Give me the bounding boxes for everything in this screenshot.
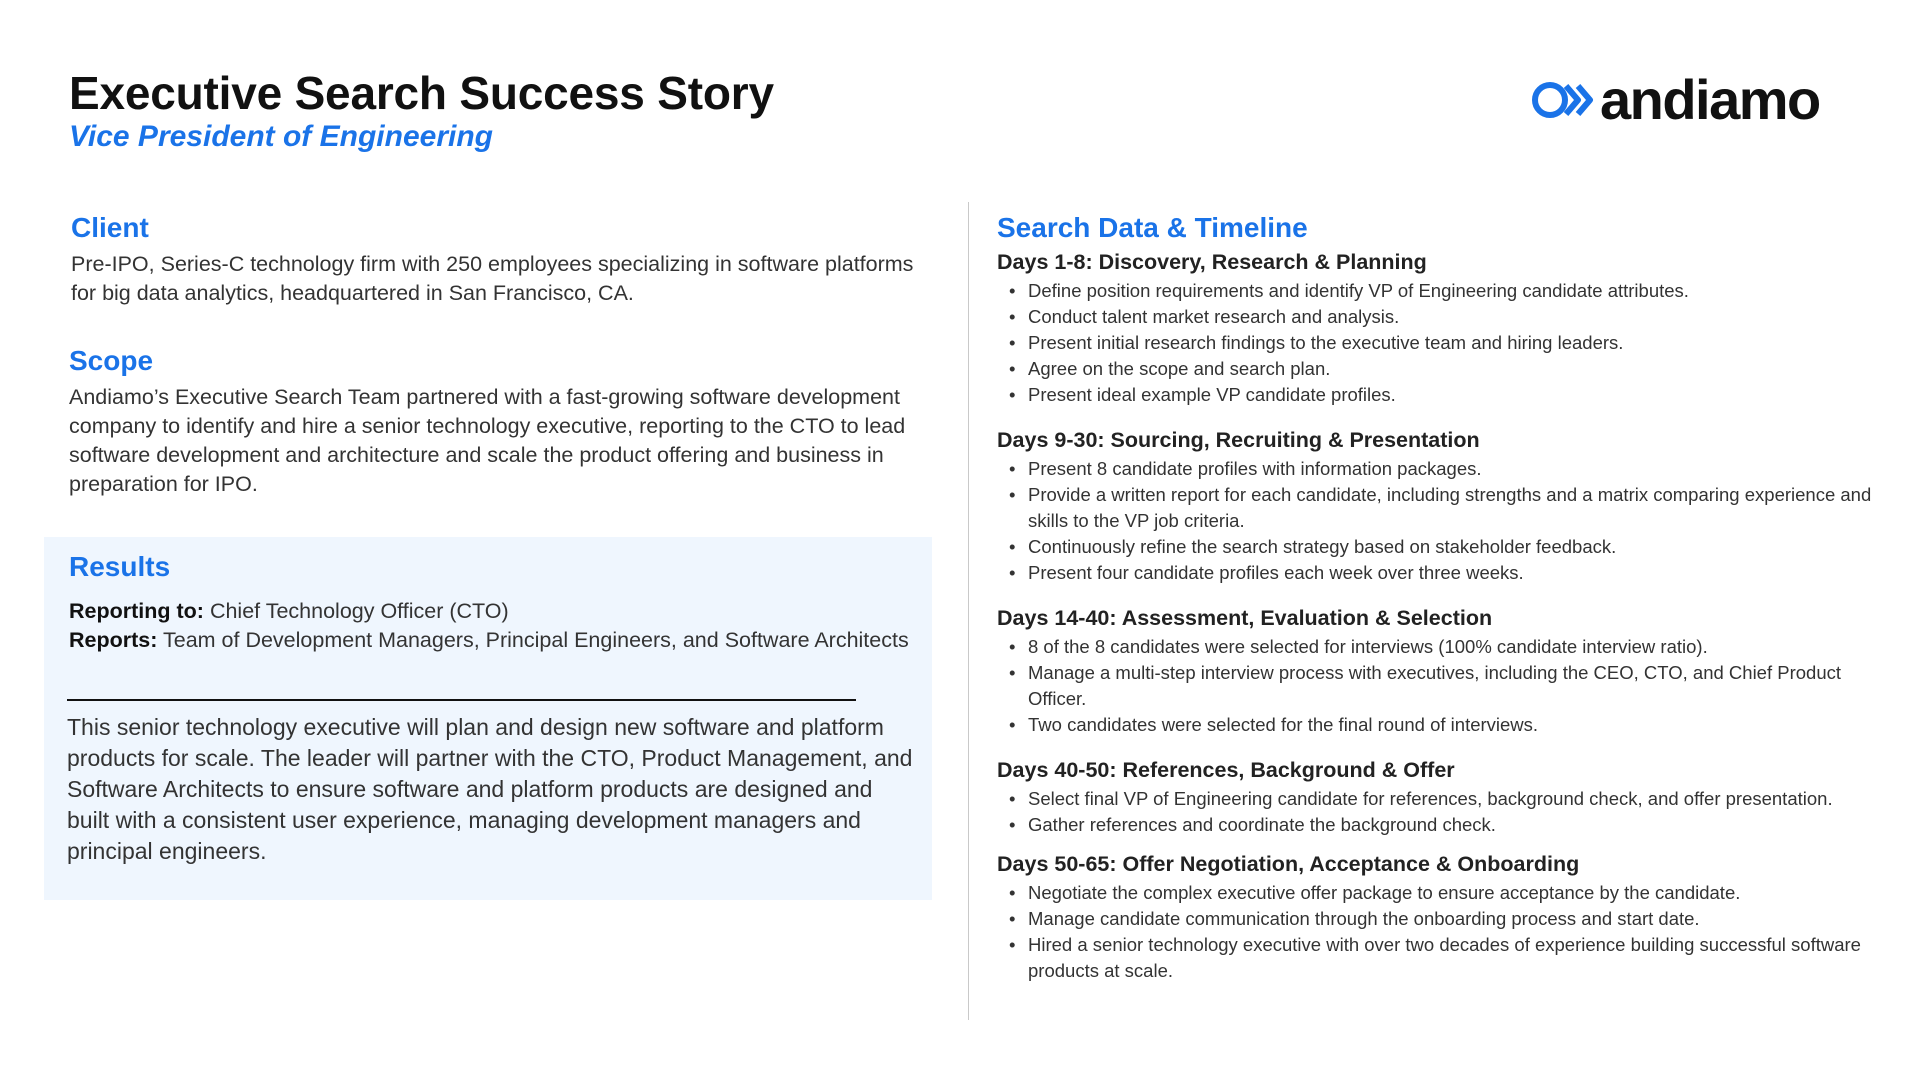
list-item: • Present ideal example VP candidate profiles. <box>997 382 1877 408</box>
timeline-section <box>997 212 1877 984</box>
reports-label: Reports: <box>69 628 158 652</box>
list-item: • Continuously refine the search strategy based on stakeholder feedback. <box>997 534 1877 560</box>
list-item: • Agree on the scope and search plan. <box>997 356 1877 382</box>
scope-text: Andiamo’s Executive Search Team partnered with a fast-growing software development company to identify and hire a senior technology executive, reporting to the CTO to lead software development and architecture and scale the product offering and business in preparation for IPO. <box>69 385 906 496</box>
results-heading: Results <box>69 551 171 582</box>
column-divider <box>968 202 969 1020</box>
client-heading: Client <box>71 212 149 243</box>
timeline-phase <box>997 248 1877 408</box>
timeline-phase <box>997 850 1877 984</box>
list-item: • Present four candidate profiles each week over three weeks. <box>997 560 1877 586</box>
scope-section <box>69 345 949 499</box>
list-item: • Negotiate the complex executive offer package to ensure acceptance by the candidate. <box>997 880 1877 906</box>
logo-text: andiamo <box>1600 68 1820 131</box>
phase-title: Days 50-65: Offer Negotiation, Acceptance & Onboarding <box>997 852 1580 876</box>
timeline-phase <box>997 426 1877 586</box>
list-item: • 8 of the 8 candidates were selected for interviews (100% candidate interview ratio). <box>997 634 1877 660</box>
results-section <box>44 537 932 900</box>
list-item: • Manage a multi-step interview process with executives, including the CEO, CTO, and Chief Product Officer. <box>997 660 1877 712</box>
list-item: • Provide a written report for each candidate, including strengths and a matrix comparing experience and skills to the VP job criteria. <box>997 482 1877 534</box>
reporting-to-label: Reporting to: <box>69 599 204 623</box>
reporting-to-value: Chief Technology Officer (CTO) <box>209 599 509 623</box>
list-item: • Present 8 candidate profiles with information packages. <box>997 456 1877 482</box>
timeline-phase <box>997 604 1877 738</box>
logo-mark-icon <box>1530 78 1594 122</box>
phase-items <box>997 634 1877 738</box>
list-item: • Two candidates were selected for the final round of interviews. <box>997 712 1877 738</box>
page-subtitle: Vice President of Engineering <box>69 120 493 153</box>
phase-items <box>997 456 1877 586</box>
scope-heading: Scope <box>69 345 154 376</box>
results-header-block <box>69 551 919 655</box>
list-item: • Gather references and coordinate the background check. <box>997 812 1877 838</box>
andiamo-logo <box>1530 68 1820 131</box>
list-item: • Select final VP of Engineering candidate for references, background check, and offer presentation. <box>997 786 1877 812</box>
phase-items <box>997 880 1877 984</box>
page-title: Executive Search Success Story <box>69 67 774 119</box>
results-divider <box>67 699 856 701</box>
list-item: • Define position requirements and identify VP of Engineering candidate attributes. <box>997 278 1877 304</box>
timeline-heading: Search Data & Timeline <box>997 212 1308 243</box>
timeline-phase <box>997 756 1877 838</box>
list-item: • Present initial research findings to the executive team and hiring leaders. <box>997 330 1877 356</box>
list-item: • Hired a senior technology executive with over two decades of experience building successful software products at scale. <box>997 932 1877 984</box>
results-description: This senior technology executive will plan and design new software and platform products for scale. The leader will partner with the CTO, Product Management, and Software Architects to ensure software and platform products are designed and built with a consistent user experience, managing development managers and principal engineers. <box>67 714 913 864</box>
reports-value: Team of Development Managers, Principal Engineers, and Software Architects <box>163 628 909 652</box>
phase-title: Days 14-40: Assessment, Evaluation & Selection <box>997 606 1493 630</box>
phase-items <box>997 278 1877 408</box>
phase-title: Days 40-50: References, Background & Offer <box>997 758 1455 782</box>
list-item: • Conduct talent market research and analysis. <box>997 304 1877 330</box>
phase-title: Days 9-30: Sourcing, Recruiting & Presentation <box>997 428 1480 452</box>
client-section <box>71 212 931 308</box>
list-item: • Manage candidate communication through the onboarding process and start date. <box>997 906 1877 932</box>
phase-items <box>997 786 1877 838</box>
phase-title: Days 1-8: Discovery, Research & Planning <box>997 250 1427 274</box>
client-text: Pre-IPO, Series-C technology firm with 250 employees specializing in software platforms for big data analytics, headquartered in San Francisco, CA. <box>71 252 914 305</box>
reports-line <box>69 626 919 655</box>
reporting-to-line <box>69 597 919 626</box>
